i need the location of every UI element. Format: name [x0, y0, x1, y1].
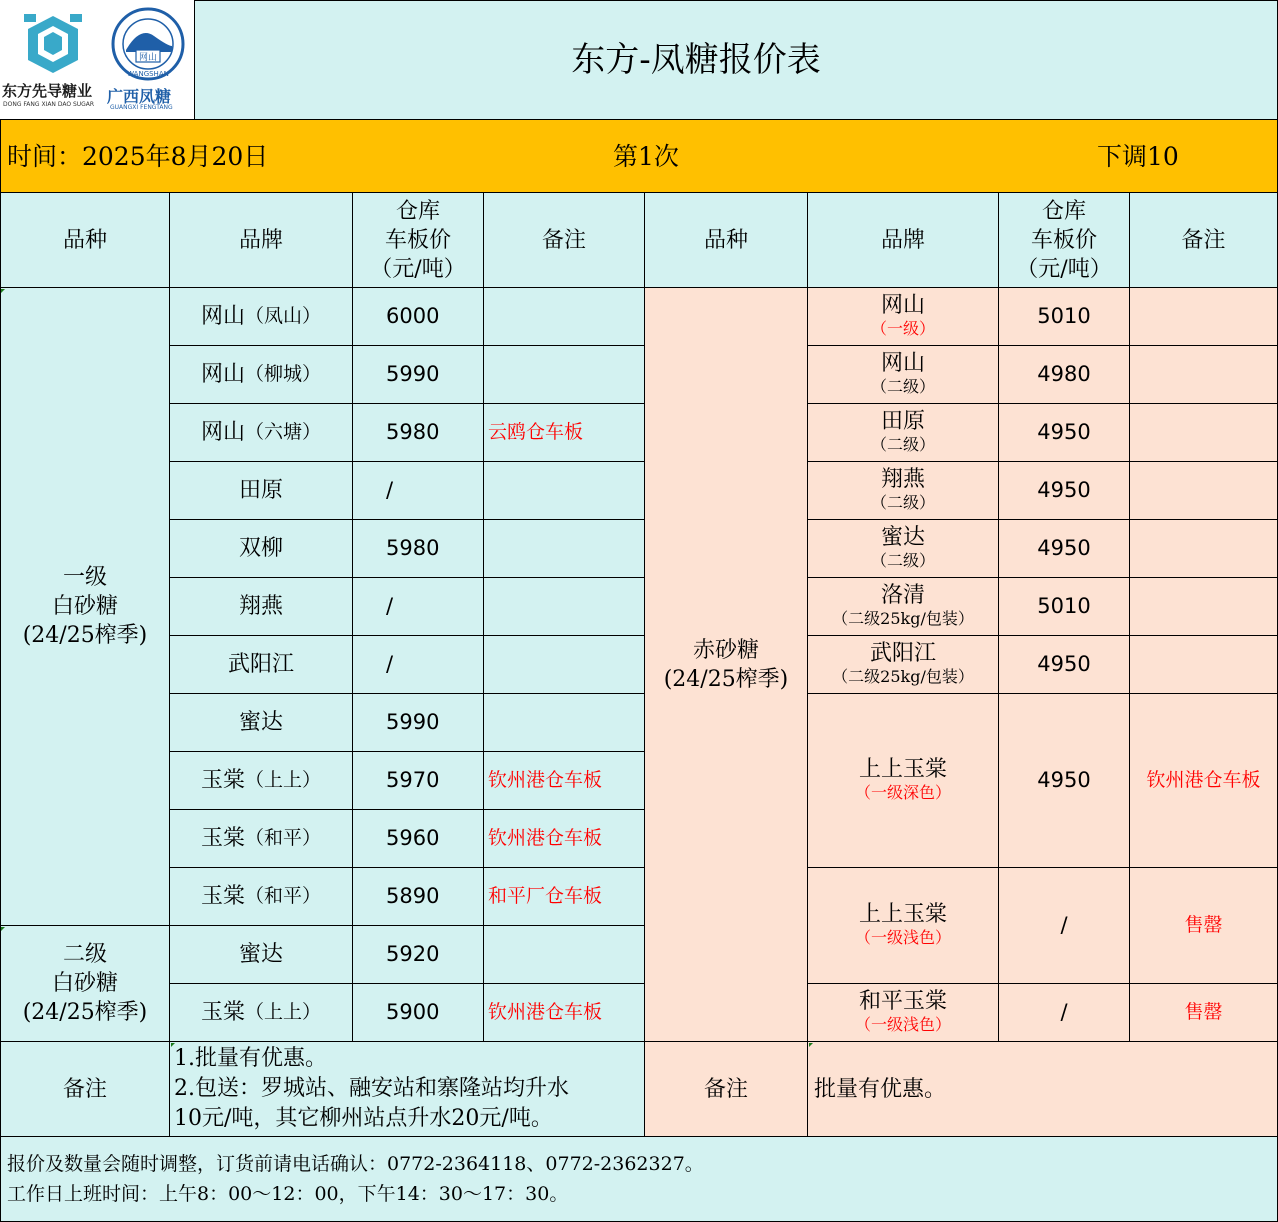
right-remark-cell — [1130, 578, 1278, 636]
header-brand-left: 品牌 — [170, 193, 353, 288]
right-brand-cell — [808, 520, 999, 578]
left-brand-cell — [170, 346, 353, 404]
right-price-cell — [999, 636, 1130, 694]
left-remark-cell — [484, 868, 645, 926]
price-value: / — [386, 594, 394, 618]
brand-origin: （和平） — [245, 827, 322, 849]
left-remark-cell — [484, 694, 645, 752]
price-value: 5960 — [386, 826, 440, 850]
remark-text: 售罄 — [1184, 1001, 1223, 1023]
brand-name: 上上玉棠 — [858, 901, 947, 927]
right-price-cell — [999, 288, 1130, 346]
brand-name: 玉棠 — [200, 826, 245, 851]
right-price-cell — [999, 462, 1130, 520]
header-price-left: 仓库 车板价 （元/吨） — [353, 193, 484, 288]
price-value: 4980 — [1037, 362, 1091, 386]
remark-text: 钦州港仓车板 — [488, 769, 603, 791]
price-value: 6000 — [386, 304, 440, 328]
right-brand-cell — [808, 578, 999, 636]
brand-name: 洛清 — [880, 582, 925, 608]
left-brand-cell — [170, 288, 353, 346]
brand-grade: （二级） — [870, 550, 935, 570]
right-price-cell — [999, 520, 1130, 578]
right-brand-cell — [808, 462, 999, 520]
variety-brown-sugar: 赤砂糖 (24/25榨季) — [645, 288, 808, 1042]
left-remark-cell — [484, 926, 645, 984]
logo-left-name: 东方先导糖业 — [2, 82, 93, 100]
brand-name: 网山 — [880, 350, 925, 376]
price-value: / — [386, 652, 394, 676]
brand-name: 蜜达 — [880, 524, 925, 550]
left-brand-cell — [170, 520, 353, 578]
header-remark-right: 备注 — [1130, 193, 1278, 288]
note-content-left: 1.批量有优惠。 2.包送：罗城站、融安站和寨隆站均升水 10元/吨，其它柳州站点升水20元/吨。 — [170, 1042, 645, 1137]
right-remark-cell — [1130, 346, 1278, 404]
right-brand-cell — [808, 404, 999, 462]
left-price-cell — [353, 636, 484, 694]
brand-origin: （和平） — [245, 885, 322, 907]
left-price-cell — [353, 752, 484, 810]
left-price-cell — [353, 404, 484, 462]
brand-origin: （柳城） — [245, 363, 322, 385]
right-price-cell — [999, 404, 1130, 462]
logo-area — [0, 0, 195, 120]
brand-grade: （二级） — [870, 434, 935, 454]
brand-name: 蜜达 — [238, 942, 283, 967]
left-brand-cell — [170, 578, 353, 636]
brand-grade: （二级） — [870, 376, 935, 396]
brand-grade: （一级浅色） — [854, 1014, 951, 1034]
price-value: 4950 — [1037, 768, 1091, 792]
dongfang-logo-icon — [22, 12, 84, 78]
price-value: 5990 — [386, 710, 440, 734]
logo-left-pinyin: DONG FANG XIAN DAO SUGAR — [3, 101, 95, 108]
brand-name: 网山 — [200, 420, 245, 445]
note-content-right: 批量有优惠。 — [808, 1042, 1278, 1137]
brand-name: 网山 — [200, 304, 245, 329]
brand-name: 玉棠 — [200, 884, 245, 909]
brand-name: 上上玉棠 — [858, 756, 947, 782]
quote-date: 时间：2025年8月20日 — [7, 141, 269, 171]
cell-marker-icon — [171, 1043, 175, 1047]
footer-hours: 工作日上班时间：上午8：00～12：00，下午14：30～17：30。 — [7, 1183, 569, 1205]
brand-name: 田原 — [880, 408, 925, 434]
left-remark-cell — [484, 752, 645, 810]
quote-round: 第1次 — [613, 141, 679, 171]
price-change: 下调10 — [1097, 141, 1179, 171]
brand-name: 双柳 — [238, 536, 283, 561]
remark-text: 和平厂仓车板 — [488, 885, 603, 907]
left-price-cell — [353, 984, 484, 1042]
brand-name: 蜜达 — [238, 710, 283, 735]
brand-grade: （二级25kg/包装） — [832, 608, 974, 628]
remark-text: 钦州港仓车板 — [488, 1001, 603, 1023]
left-brand-cell — [170, 926, 353, 984]
cell-marker-icon — [1, 289, 5, 293]
right-brand-cell — [808, 694, 999, 868]
price-value: 5970 — [386, 768, 440, 792]
right-price-cell — [999, 694, 1130, 868]
brand-origin: （凤山） — [245, 305, 322, 327]
brand-name: 玉棠 — [200, 768, 245, 793]
left-remark-cell — [484, 462, 645, 520]
brand-name: 和平玉棠 — [858, 988, 947, 1014]
left-remark-cell — [484, 810, 645, 868]
brand-grade: （一级浅色） — [854, 927, 951, 947]
left-brand-cell — [170, 462, 353, 520]
seal-text: 网山 — [138, 53, 158, 63]
brand-origin: （上上） — [245, 769, 322, 791]
right-brand-cell — [808, 636, 999, 694]
left-remark-cell — [484, 578, 645, 636]
page-title-cell — [195, 0, 1278, 120]
left-brand-cell — [170, 636, 353, 694]
remark-text: 售罄 — [1184, 914, 1223, 936]
wangshan-seal-icon — [110, 6, 186, 82]
left-price-cell — [353, 520, 484, 578]
right-price-cell — [999, 984, 1130, 1042]
price-value: 5890 — [386, 884, 440, 908]
right-remark-cell — [1130, 868, 1278, 984]
left-price-cell — [353, 346, 484, 404]
price-value: 4950 — [1037, 652, 1091, 676]
footer — [0, 1137, 1278, 1222]
left-price-cell — [353, 578, 484, 636]
brand-grade: （一级深色） — [854, 782, 951, 802]
logo-right-name: 广西凤糖 — [107, 87, 172, 106]
variety-grade1-white: 一级 白砂糖 (24/25榨季) — [0, 288, 170, 926]
right-remark-cell — [1130, 984, 1278, 1042]
brand-grade: （一级） — [870, 318, 935, 338]
right-brand-cell — [808, 288, 999, 346]
right-brand-cell — [808, 984, 999, 1042]
right-price-cell — [999, 346, 1130, 404]
left-brand-cell — [170, 752, 353, 810]
brand-name: 玉棠 — [200, 1000, 245, 1025]
page-title: 东方-凤糖报价表 — [571, 39, 821, 80]
brand-name: 武阳江 — [869, 640, 936, 666]
right-remark-cell — [1130, 288, 1278, 346]
brand-name: 翔燕 — [880, 466, 925, 492]
brand-name: 网山 — [200, 362, 245, 387]
price-value: 5980 — [386, 420, 440, 444]
left-remark-cell — [484, 520, 645, 578]
brand-name: 翔燕 — [238, 594, 283, 619]
remark-text: 钦州港仓车板 — [488, 827, 603, 849]
variety-grade2-white: 二级 白砂糖 (24/25榨季) — [0, 926, 170, 1042]
seal-ring-text: WANGSHAN — [127, 70, 169, 78]
brand-name: 武阳江 — [227, 652, 294, 677]
left-remark-cell — [484, 288, 645, 346]
header-brand-right: 品牌 — [808, 193, 999, 288]
left-brand-cell — [170, 404, 353, 462]
price-value: / — [386, 478, 394, 502]
cell-marker-icon — [809, 1043, 813, 1047]
brand-grade: （二级25kg/包装） — [832, 666, 974, 686]
right-remark-cell — [1130, 636, 1278, 694]
price-value: 4950 — [1037, 420, 1091, 444]
right-remark-cell — [1130, 520, 1278, 578]
header-remark-left: 备注 — [484, 193, 645, 288]
right-price-cell — [999, 868, 1130, 984]
right-remark-cell — [1130, 404, 1278, 462]
left-price-cell — [353, 810, 484, 868]
brand-name: 网山 — [880, 292, 925, 318]
cell-marker-icon — [1, 927, 5, 931]
left-remark-cell — [484, 404, 645, 462]
price-value: 5920 — [386, 942, 440, 966]
right-remark-cell — [1130, 462, 1278, 520]
right-brand-cell — [808, 868, 999, 984]
left-brand-cell — [170, 694, 353, 752]
remark-text: 钦州港仓车板 — [1146, 769, 1261, 791]
left-remark-cell — [484, 346, 645, 404]
left-brand-cell — [170, 810, 353, 868]
price-value: / — [1060, 1000, 1068, 1024]
info-row — [0, 120, 1278, 193]
price-value: 5980 — [386, 536, 440, 560]
price-value: 4950 — [1037, 478, 1091, 502]
note-label-left: 备注 — [0, 1042, 170, 1137]
footer-contact: 报价及数量会随时调整，订货前请电话确认：0772-2364118、0772-2362327。 — [7, 1153, 704, 1175]
price-value: 5900 — [386, 1000, 440, 1024]
brand-grade: （二级） — [870, 492, 935, 512]
left-price-cell — [353, 694, 484, 752]
right-price-cell — [999, 578, 1130, 636]
note-label-right: 备注 — [645, 1042, 808, 1137]
brand-origin: （六塘） — [245, 421, 322, 443]
left-price-cell — [353, 868, 484, 926]
left-brand-cell — [170, 868, 353, 926]
price-value: 5990 — [386, 362, 440, 386]
left-price-cell — [353, 462, 484, 520]
brand-origin: （上上） — [245, 1001, 322, 1023]
left-remark-cell — [484, 984, 645, 1042]
left-remark-cell — [484, 636, 645, 694]
header-price-right: 仓库 车板价 （元/吨） — [999, 193, 1130, 288]
right-brand-cell — [808, 346, 999, 404]
left-price-cell — [353, 926, 484, 984]
left-price-cell — [353, 288, 484, 346]
price-value: 5010 — [1037, 304, 1091, 328]
brand-name: 田原 — [238, 478, 283, 503]
right-remark-cell — [1130, 694, 1278, 868]
remark-text: 云鸥仓车板 — [488, 421, 584, 443]
price-value: 5010 — [1037, 594, 1091, 618]
price-value: / — [1060, 913, 1068, 937]
header-variety-left: 品种 — [0, 193, 170, 288]
left-brand-cell — [170, 984, 353, 1042]
logo-right-pinyin: GUANGXI FENGTANG — [110, 104, 173, 111]
price-value: 4950 — [1037, 536, 1091, 560]
header-variety-right: 品种 — [645, 193, 808, 288]
